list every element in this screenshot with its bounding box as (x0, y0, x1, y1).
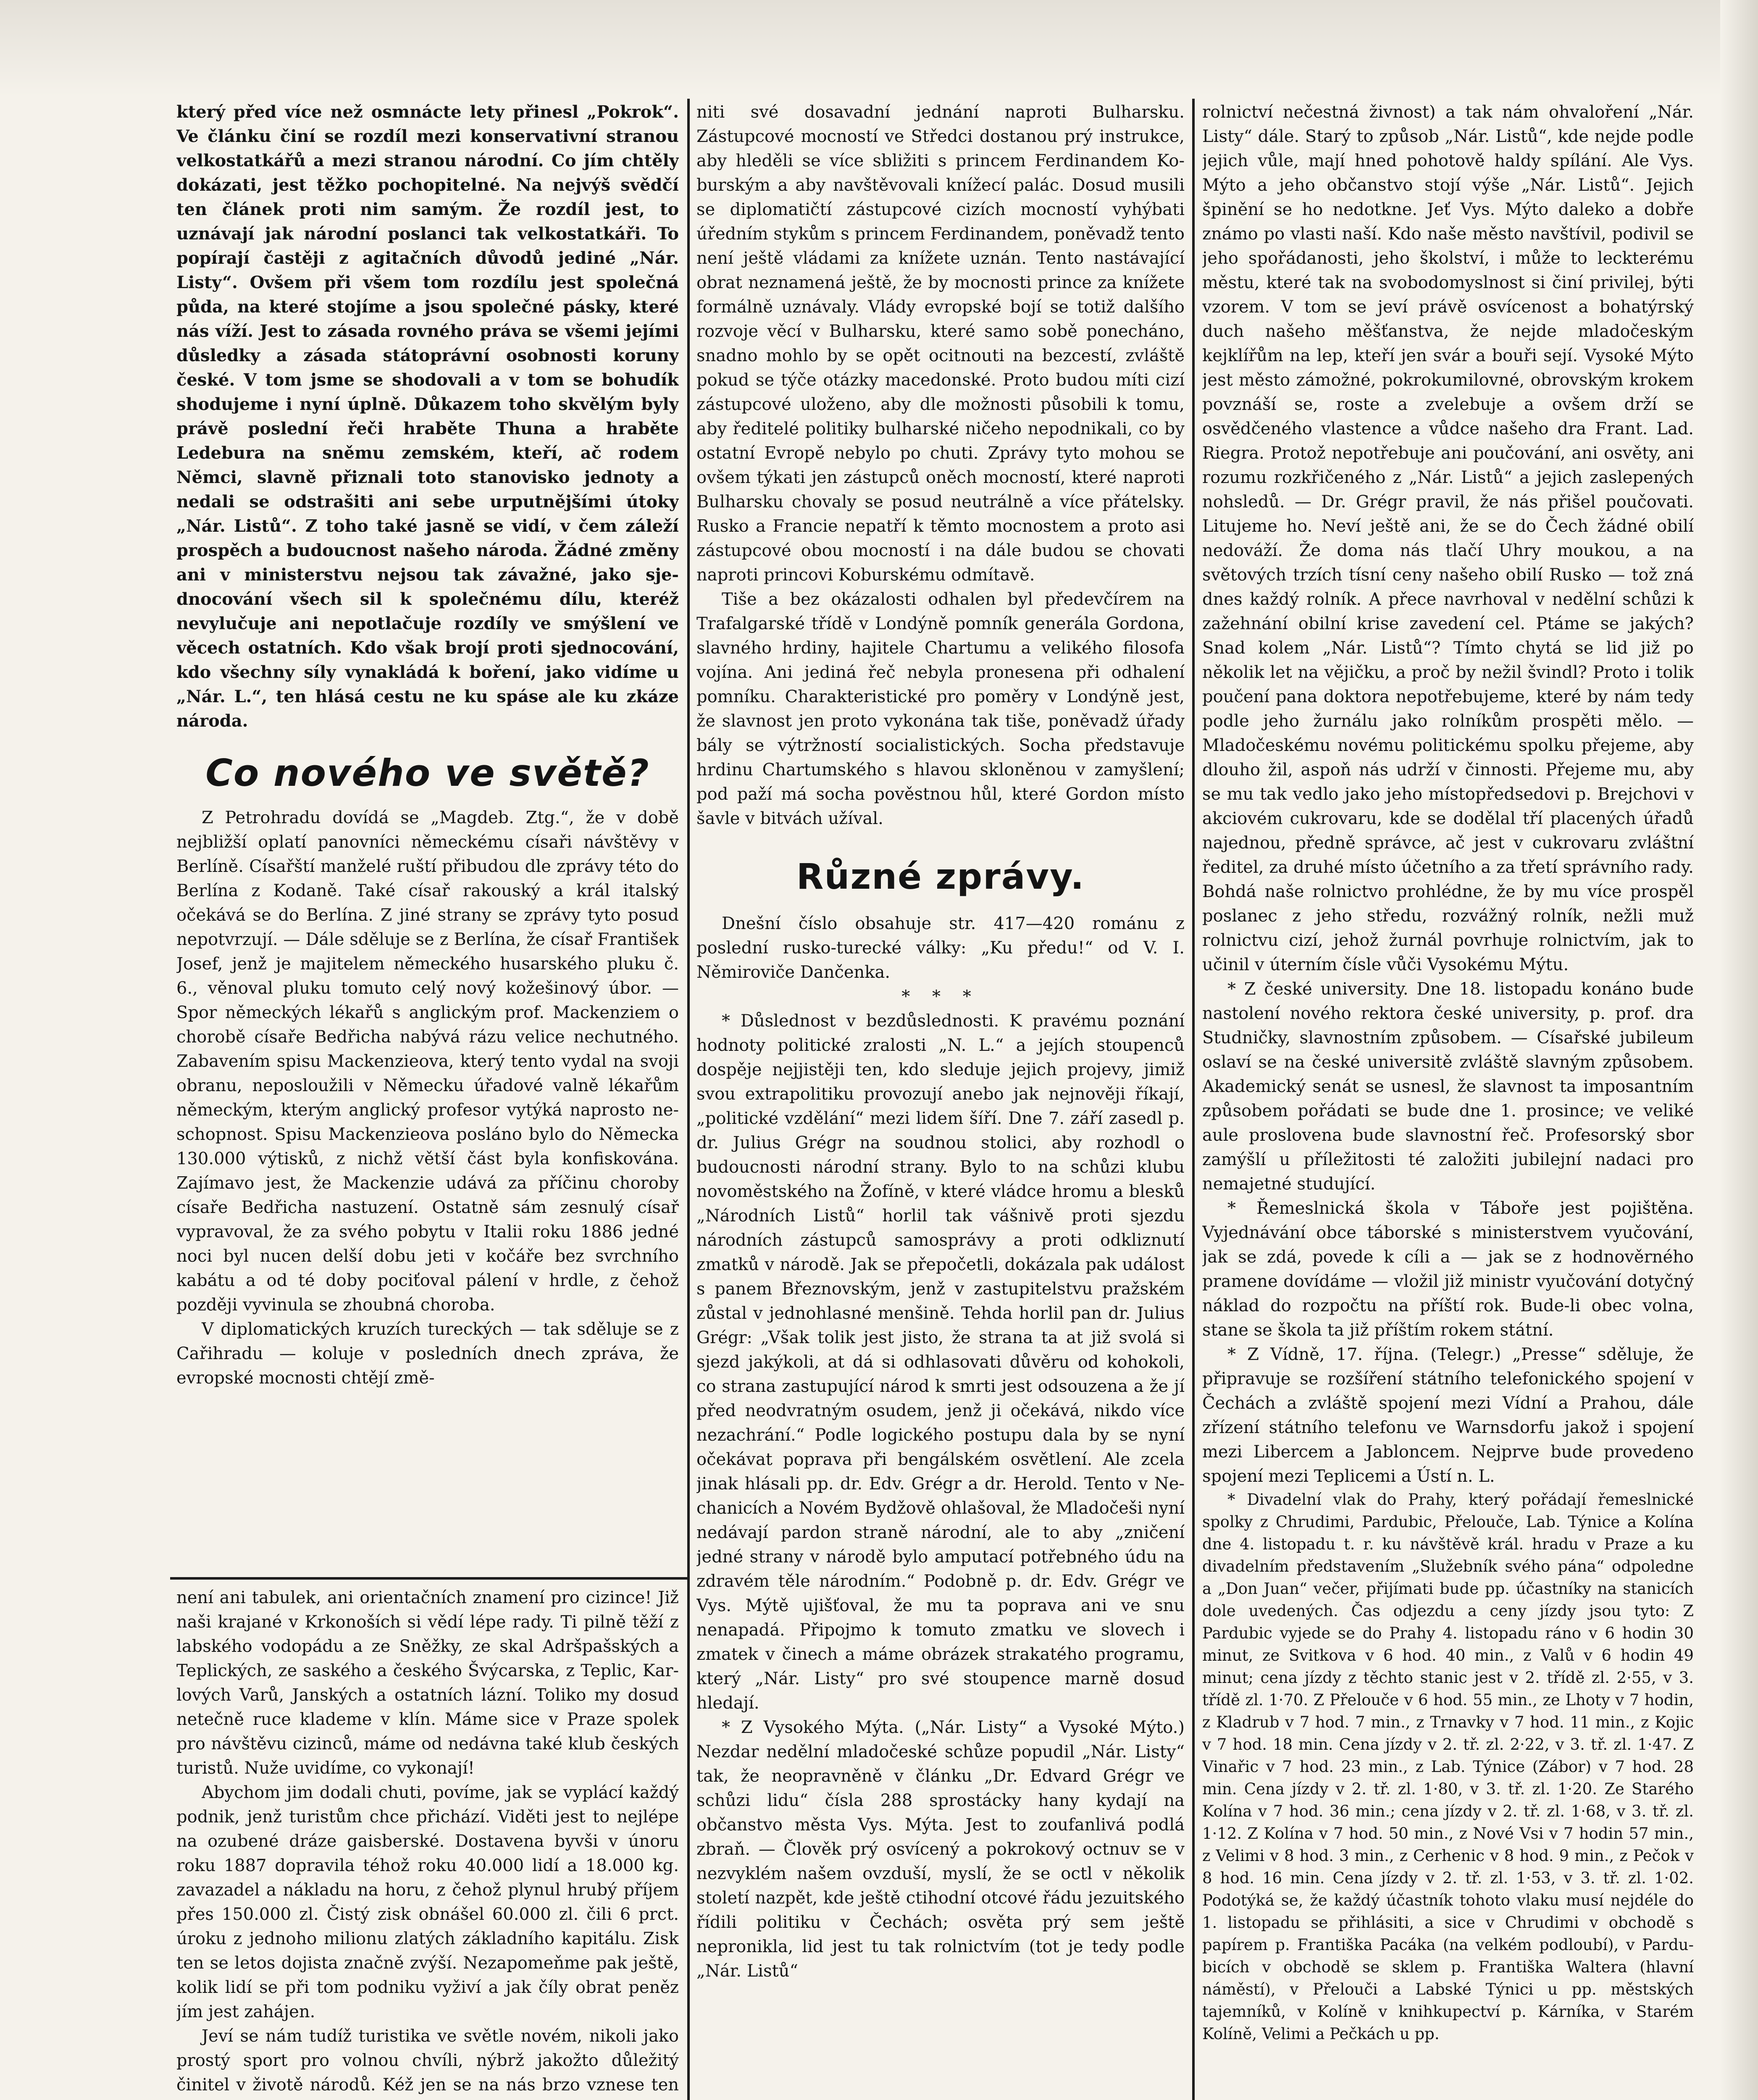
column-rule-left (687, 99, 690, 2100)
article-czech-university: * Z české university. Dne 18. listopadu konáno bude nastolení nového rektora české university, p. prof. dra Studničky, slavnostním způsobem. — Císařské jubileum oslaví se na české universitě zvláště slavným způsobem. Akademický senát se usnesl, že slavnost ta imposantním způsobem pořádati se bude dne 1. prosince; ve veliké aule proslovena bude slavnostní řeč. Profesorský sbor zamýšlí u příležitosti té založiti jubilejní nadaci pro nemajetné studující. (1202, 979, 1694, 1194)
column-2 (696, 100, 1185, 2100)
article-tourism-text-2: Abychom jim dodali chuti, povíme, jak se vyplácí každý podnik, jenž turistům chce přichází. Viděti jest to nejlépe na ozubené dráze gaisberské. Dostavena byvši v únoru roku 1887 dopravila téhož roku 40.000 lidí a 18.000 kg. zavazadel a nákladu na horu, z čehož plynul hrubý příjem přes 150.000 zl. Čistý zisk obnášel 60.000 zl. čili 6 prct. úroku z jednoho milionu zlatých základního kapitálu. Zisk ten se letos dojista značně zvýší. Nezapomeňme pak ještě, kolik lidí se při tom podniku vyživí a jak číly obrat peněz jím jest zahájen. (176, 1783, 679, 2021)
article-gordon-text: Tiše a bez okázalosti odhalen byl předevčírem na Trafalgarské třídě v Londýně pomník generála Gordona, slavného hrdiny, hajitele Chartumu a velikého filosofa vojína. Ani jediná řeč nebyla pronesena při odhalení pomníku. Charakteristické pro poměry v Londýně jest, že slavnost jen proto vykonána tak tiše, poněvadž úřady bály se výtržností socialistických. Socha představuje hrdinu Chartumského s hlavou skloněnou v zamyšlení; pod paží má socha pověstnou hůl, které Gordon místo šavle v bitvách užíval. (696, 590, 1185, 828)
article-vienna-telephone: * Z Vídně, 17. října. (Telegr.) „Presse“ sděluje, že připravuje se rozšíření státního telefonického spojení v Čechách a zvláště spojení mezi Vídní a Prahou, dále zřízení státního telefonu ve Warnsdorfu jakož i spojení mezi Libercem a Jabloncem. Nejprve bude provedeno spojení mezi Teplicemi a Ústí n. L. (1202, 1345, 1694, 1486)
column-split-rule (170, 1577, 687, 1580)
article-vysoke-myto-text: * Z Vysokého Mýta. („Nár. Listy“ a Vysoké Mýto.) Nezdar nedělní mladočeské schůze popudil „Nár. Listy“ tak, že neopravněně v článku „Dr. Edvard Grégr ve schůzi lidu“ čísla 288 sprostácky hany kydají na občanstvo města Vys. Mýta. Jest to zoufanlivá podlá zbraň. — Člověk prý osvícený a pokrokový octnuv se v nezvyklém našem ovzduší, myslí, že se octl v několik století nazpět, kde ještě ctihodní otcové řádu jezuitského řídili politiku v Čechách; osvěta prý sem ještě nepronikla, lid jest tu tak rolnictvím (tot je tedy podle „Nár. Listů“ (696, 1718, 1185, 1981)
section-heading-world-news: Co nového ve světě? (205, 751, 650, 795)
article-pokrok-text: který před více než osmnácte lety přinesl „Pokrok“. Ve článku činí se rozdíl mezi konservativní stranou velkostatkářů a mezi stranou národní. Co jím chtěly dokázati, jest těžko pochopitelné. Na nejvýš svědčí ten článek proti nim samým. Že rozdíl jest, to uznávají jak národní poslanci tak velkostatkáři. To popírají častěji z agitačních důvodů jediné „Nár. Listy“. Ovšem při všem tom rozdílu jest společná půda, na které stojíme a jsou společné pásky, které nás víží. Jest to zásada rovného práva se všemi jejími důsledky a zásada státoprávní osobnosti koruny české. V tom jsme se shodovali a v tom se bohudík shodujeme i nyní úplně. Důkazem toho skvělým byly právě poslední řeči hraběte Thuna a hraběte Ledebura na sněmu zemském, kteří, ač rodem Němci, slavně přiznali toto stanovisko jednoty a nedali se odstrašiti ani sebe urputnějšími útoky „Nár. Listů“. Z toho také jasně se vidí, v čem záleží prospěch a budoucnost našeho národa. Žádné změny ani v ministerstvu nejsou tak závažné, jako sjednocování všech sil k společnému dílu, kteréž nevylučuje ani nepotlačuje rozdíly ve smýšlení ve věcech ostatních. Kdo však brojí proti sjednocování, kdo všechny síly vynakládá k boření, jako vidíme u „Nár. L.“, ten hlásá cestu ne ku spáse ale ku zkáze národa. (176, 102, 679, 731)
article-world-news-text: Z Petrohradu dovídá se „Magdeb. Ztg.“, že v době nejbližší oplatí panovníci německému císaři návštěvy v Berlíně. Císařští manželé ruští přibudou dle zprávy této do Berlína z Kodaně. Také císař rakouský a král italský očekává se do Berlína. Z jiné strany se zprávy tyto posud nepotvrzují. — Dále sděluje se z Berlína, že císař František Josef, jenž je majitelem německého husarského pluku č. 6., věnoval pluku tomuto celý nový kožešinový úbor. — Spor německých lékařů s anglickým prof. Mackenziem o chorobě císaře Bedřicha nabývá rázu velice nechutného. Zabavením spisu Mackenzieova, který tento vydal na svoji obranu, neposloužili v Německu úřadové valně lékařům německým, kterým anglický profesor vytýká naprosto neschopnost. Spisu Mackenzieova posláno bylo do Německa 130.000 výtisků, z nichž větší část byla konfiskována. Zajímavo jest, že Mackenzie udává za příčinu choroby císaře Bedřicha nastuzení. Ostatně sám zesnulý císař vypravoval, že za svého pobytu v Italii roku 1886 jedné noci byl nucen delší dobu jeti v kočáře bez svrchního kabátu a od té doby pociťoval pálení v hrdle, z čehož později vyvinula se zhoubná choroba. (176, 808, 679, 1315)
column-3 (1202, 100, 1694, 2100)
column-1-top (176, 100, 679, 1572)
article-novel-notice: Dnešní číslo obsahuje str. 417—420 románu z poslední rusko-turecké války: „Ku předu!“ od V. I. Němiroviče Dančenka. (696, 914, 1185, 982)
separator-stars: * * * (901, 987, 980, 1006)
section-heading-various-news: Různé zprávy. (796, 856, 1085, 897)
scan-edge-shadow (1720, 0, 1758, 2100)
article-theatre-train: * Divadelní vlak do Prahy, který pořádají řemeslnické spolky z Chrudimi, Pardubic, Přelouče, Lab. Týnice a Kolína dne 4. listopadu t. r. ku návštěvě král. hradu v Praze a ku divadelním představením „Služebník svého pána“ odpoledne a „Don Juan“ večer, přijímati bude pp. účastníky na stanicích dole uvedených. Čas odjezdu a ceny jízdy jsou tyto: Z Pardubic vyjede se do Prahy 4. listopadu ráno v 6 hodin 30 minut, ze Svitkova v 6 hod. 40 min., z Valů v 6 hodin 49 minut; cena jízdy z těchto stanic jest v 2. třídě zl. 2·55, v 3. třídě zl. 1·70. Z Přelouče v 6 hod. 55 min., ze Lhoty v 7 hodin, z Kladrub v 7 hod. 7 min., z Trnavky v 7 hod. 11 min., z Kojic v 7 hod. 18 min. Cena jízdy v 2. tř. zl. 2·22, v 3. tř. zl. 1·47. Z Vinařic v 7 hod. 23 min., z Lab. Týnice (Zábor) v 7 hod. 28 min. Cena jízdy v 2. tř. zl. 1·80, v 3. tř. zl. 1·20. Ze Starého Kolína v 7 hod. 36 min.; cena jízdy v 2. tř. zl. 1·68, v 3. tř. zl. 1·12. Z Kolína v 7 hod. 50 min., z Nové Vsi v 7 hodin 57 min., z Velimi v 8 hod. 3 min., z Cerhenic v 8 hod. 9 min., z Pečok v 8 hod. 16 min. Cena jízdy v 2. tř. zl. 1·53, v 3. tř. zl. 1·02. Podotýká se, že každý účastník tohoto vlaku musí nejdéle do 1. listopadu se přihlásiti, a sice v Chrudimi v obchodě s papírem p. Františka Pacáka (na velkém podloubí), v Pardubicích v obchodě se sklem p. Františka Waltera (hlavní náměstí), v Přelouči a Labské Týnici u pp. městských tajemníků, v Kolíně v knihkupectví p. Kárníka, v Starém Kolíně, Velimi a Pečkách u pp. (1202, 1491, 1694, 2043)
scan-shading (0, 0, 1758, 97)
article-consistency-text: * Důslednost v bezdůslednosti. K pravému poznání hodnoty politické zralosti „N. L.“ a jejích stoupenců dospěje nejjistěji ten, kdo sleduje jejich projevy, jimiž svou extrapolitiku provozují anebo jak nejnověji říkají, „politické vzdělání“ mezi lidem šíří. Dne 7. září zasedl p. dr. Julius Grégr na soudnou stolici, aby rozhodl o budoucnosti národní strany. Bylo to na schůzi klubu novoměstského na Žofíně, v které vládce hromu a blesků „Národních Listů“ horlil tak vášnivě proti sjezdu národních zástupců samosprávy a proti odkliznutí zmatků v národě. Jak se přepočetli, dokázala pak událost s panem Březnovským, jenž v zastupitelstvu pražském zůstal v jednohlasné menšině. Tehda horlil pan dr. Julius Grégr: „Však tolik jest jisto, že strana ta at již svolá si sjezd jakýkoli, at dá si odhlasovati důvěru od kohokoli, co strana zastupující národ k smrti jest odsouzena a že jí před neodvratným osudem, jenž ji očekává, nikdo více nezachrání.“ Podle logického postupu dala by se nyní očekávat poprava při bengálském osvětlení. Ale zcela jinak hlásali pp. dr. Edv. Grégr a dr. Herold. Tento v Nechanicích a Novém Bydžově ohlašoval, že Mladočeši nyní nedávají pardon straně národní, ale to aby „zničení jedné strany v národě bylo amputací potřebného údu na zdravém těle národním.“ Podobně p. dr. Edv. Grégr ve Vys. Mýtě ujišťoval, že mu ta poprava ani ve snu nenapadá. Připojmo k tomuto zmatku ve slovech i zmatek v činech a máme obrázek strakatého programu, který „Nár. Listy“ pro své stoupence marně dosud hledají. (696, 1011, 1185, 1713)
column-1-bottom (176, 1586, 679, 2100)
article-vysoke-myto-continued: rolnictví nečestná živnost) a tak nám ohvaloření „Nár. Listy“ dále. Starý to způsob „Nár. Listů“, kde nejde podle jejich vůle, mají hned pohotově haldy spílání. Ale Vys. Mýto a jeho občanstvo stojí výše „Nár. Listů“. Jejich špinění se ho nedotkne. Jeť Vys. Mýto daleko a dobře známo po vlasti naší. Kdo naše město navštívil, podivil se jeho spořádanosti, jeho školství, i může to leckterému městu, které tak na svobodomyslnost si činí privilej, býti vzorem. V tom se jeví právě osvícenost a bohatýrský duch našeho měšťanstva, že nejde mladočeským kejklířům na lep, kteří jen svár a bouři sejí. Vysoké Mýto jest město zámožné, pokrokumilovné, obrovským krokem povznáší se, roste a zvelebuje a ovšem drží se osvědčeného vlastence a vůdce našeho dra Frant. Lad. Riegra. Protož nepotřebuje ani poučování, ani osvěty, ani rozumu rozkřičeného z „Nár. Listů“ a jejich zaslepených nohsledů. — Dr. Grégr pravil, že nás přišel poučovati. Litujeme ho. Neví ještě ani, že se do Čech žádné obilí nedováží. Že doma nás tlačí Uhry moukou, a na světových trzích tísní ceny našeho obilí Rusko — tož zná dnes každý rolník. A přece navrhoval v nedělní schůzi k zažehnání obilní krise zavedení cel. Ptáme se jakých? Snad kolem „Nár. Listů“? Tímto chytá se lid již po několik let na vějičku, a proč by nežil švindl? Proto i tolik poučení pana doktora nepotřebujeme, které by nám tedy podle jeho žurnálu jako rolníkům prospěti mělo. — Mladočeskému novému politickému spolku přejeme, aby dlouho žil, aspoň nás udrží v činnosti. Přejeme mu, aby se mu tak vedlo jako jeho místopředsedovi p. Brejchovi v akciovém cukrovaru, kde se dodělal tří placených úřadů najednou, předně správce, ač jest v cukrovaru zvláštní ředitel, za druhé místo účetního a za třetí správního rady. Bohdá naše rolnictvo prohlédne, že by mu více prospěl poslanec z jeho středu, rozvážný rolník, nežli muž rolnictvu cizí, jehož žurnál povrhuje rolnictvím, jak to učinil v úterním čísle vůči Vysokému Mýtu. (1202, 102, 1694, 974)
article-tabor-school: * Řemeslnická škola v Táboře jest pojištěna. Vyjednávání obce táborské s ministerstvem vyučování, jak se zdá, povede k cíli a — jak se z hodnověrného pramene dovídáme — vložil již ministr vyučování dotyčný náklad do rozpočtu na příští rok. Bude-li obec volna, stane se škola ta již příštím rokem státní. (1202, 1199, 1694, 1340)
article-tourism-text-3: Jeví se nám tudíž turistika ve světle novém, nikoli jako prostý sport pro volnou chvíli, nýbrž jakožto důležitý činitel v životě národů. Kéž jen se na nás brzo vznese ten (176, 2026, 679, 2095)
column-rule-right (1192, 99, 1195, 2100)
article-diplomatic-text: V diplomatických kruzích tureckých — tak sděluje se z Cařihradu — koluje v posledních dnech zpráva, že evropské mocnosti chtějí změ- (176, 1320, 679, 1388)
article-tourism-text: není ani tabulek, ani orientačních znamení pro cizince! Již naši krajané v Krkonoších si vědí lépe rady. Ti pilně těží z labského vodopádu a ze Sněžky, ze skal Adršpašských a Teplických, ze saského a českého Švýcarska, z Teplic, Karlových Varů, Janských a ostatních lázní. Toliko my dosud netečně ruce klademe v klín. Máme sice v Praze spolek pro návštěvu cizinců, máme od nedávna také klub českých turistů. Nuže uvidíme, co vykonají! (176, 1588, 679, 1778)
article-bulgaria-text: niti své dosavadní jednání naproti Bulharsku. Zástupcové mocností ve Středci dostanou prý instrukce, aby hleděli se více sbližiti s princem Ferdinandem Koburským a aby navštěvovali knížecí palác. Dosud musili se diplomatičtí zástupcové cizích mocností vyhýbati úředním stykům s princem Ferdinandem, poněvadž tento není ještě vládami za knížete uznán. Tento nastávající obrat neznamená ještě, že by mocnosti prince za knížete formálně uznávaly. Vlády evropské bojí se totiž dalšího rozvoje věcí v Bulharsku, které samo sobě ponecháno, snadno mohlo by se opět ocitnouti na bezcestí, zvláště pokud se týče otázky macedonské. Proto budou míti cizí zástupcové uloženo, aby dle možnosti působili k tomu, aby ředitelé politiky bulharské ničeho nepodnikali, co by ostatní Evropě nebylo po chuti. Zprávy tyto mohou se ovšem týkati jen zástupců oněch mocností, které naproti Bulharsku chovaly se posud neutrálně a více přátelsky. Rusko a Francie nepatří k těmto mocnostem a proto asi zástupcové obou mocností i na dále budou se chovati naproti princovi Koburskému odmítavě. (696, 102, 1185, 585)
